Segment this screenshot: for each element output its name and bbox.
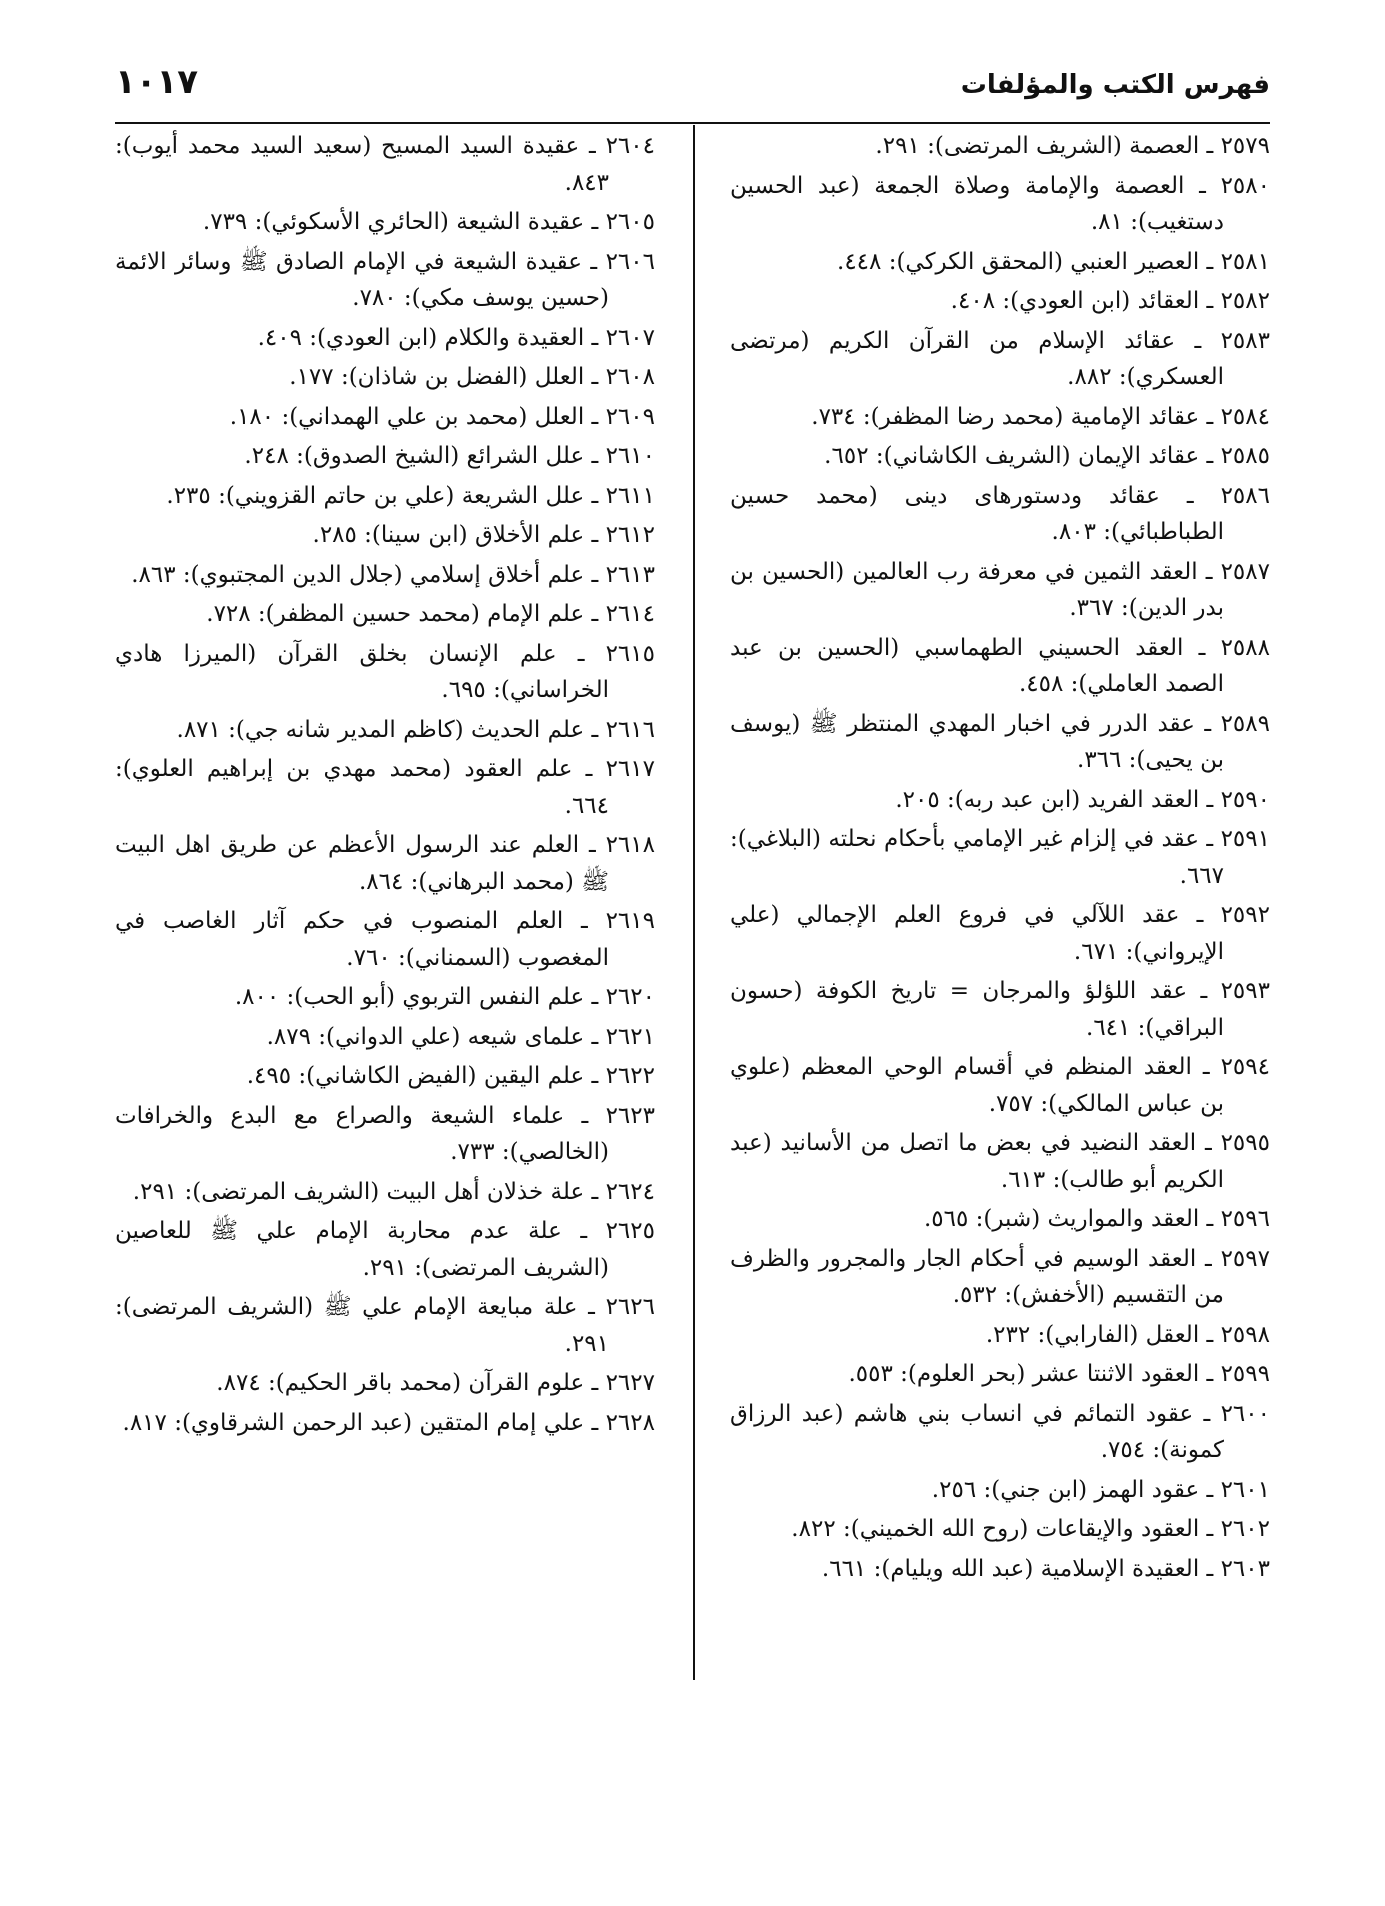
index-entry: ٢٦٢٥ ـ علة عدم محاربة الإمام علي ﷺ للعاصين (الشريف المرتضى): ٢٩١. [115,1218,655,1281]
index-entry: ٢٥٨٤ ـ عقائد الإمامية (محمد رضا المظفر): ٧٣٤. [811,403,1270,430]
index-entry: ٢٦٢٢ ـ علم اليقين (الفيض الكاشاني): ٤٩٥. [246,1063,655,1089]
page-header [115,62,1270,124]
index-entry: ٢٦١١ ـ علل الشريعة (علي بن حاتم القزويني): ٢٣٥. [166,482,655,509]
index-entry: ٢٥٩٧ ـ العقد الوسيم في أحكام الجار والمجرور والظرف من التقسيم (الأخفش): ٥٣٢. [730,1245,1270,1308]
index-entry: ٢٦٢١ ـ علماى شيعه (علي الدواني): ٨٧٩. [266,1023,655,1050]
index-entry: ٢٥٨١ ـ العصير العنبي (المحقق الكركي): ٤٤٨. [837,248,1270,275]
index-entry: ٢٥٩٠ ـ العقد الفريد (ابن عبد ربه): ٢٠٥. [895,786,1270,813]
index-entry: ٢٦٢٤ ـ علة خذلان أهل البيت (الشريف المرتضى): ٢٩١. [132,1178,655,1205]
index-entry: ٢٦١٥ ـ علم الإنسان بخلق القرآن (الميرزا هادي الخراساني): ٦٩٥. [115,640,655,703]
index-entry: ٢٦١٠ ـ علل الشرائع (الشيخ الصدوق): ٢٤٨. [244,443,655,469]
index-entry: ٢٦٠٤ ـ عقيدة السيد المسيح (سعيد السيد محمد أيوب): ٨٤٣. [115,133,655,196]
index-entry: ٢٦٠٨ ـ العلل (الفضل بن شاذان): ١٧٧. [289,364,655,390]
index-entry: ٢٦١٨ ـ العلم عند الرسول الأعظم عن طريق اهل البيت ﷺ (محمد البرهاني): ٨٦٤. [115,832,655,895]
left-column [115,128,655,1444]
index-entry: ٢٦٢٨ ـ علي إمام المتقين (عبد الرحمن الشرقاوي): ٨١٧. [122,1409,655,1436]
index-entry: ٢٦١٧ ـ علم العقود (محمد مهدي بن إبراهيم العلوي): ٦٦٤. [115,756,655,819]
index-entry: ٢٦١٢ ـ علم الأخلاق (ابن سينا): ٢٨٥. [312,522,655,548]
index-entry: ٢٥٨٨ ـ العقد الحسيني الطهماسبي (الحسين بن عبد الصمد العاملي): ٤٥٨. [730,634,1270,697]
index-entry: ٢٦٠٥ ـ عقيدة الشيعة (الحائري الأسكوئي): ٧٣٩. [202,209,655,235]
index-entry: ٢٦٠٦ ـ عقيدة الشيعة في الإمام الصادق ﷺ وسائر الائمة (حسين يوسف مكي): ٧٨٠. [115,248,655,311]
index-entry: ٢٥٨٧ ـ العقد الثمين في معرفة رب العالمين (الحسين بن بدر الدين): ٣٦٧. [730,558,1270,621]
index-entry: ٢٦٢٦ ـ علة مبايعة الإمام علي ﷺ (الشريف المرتضى): ٢٩١. [115,1294,655,1357]
index-entry: ٢٦١٦ ـ علم الحديث (كاظم المدير شانه جي): ٨٧١. [176,716,655,743]
index-entry: ٢٦٠٢ ـ العقود والإيقاعات (روح الله الخميني): ٨٢٢. [791,1516,1270,1542]
index-entry: ٢٥٩١ ـ عقد في إلزام غير الإمامي بأحكام نحلته (البلاغي): ٦٦٧. [730,826,1270,889]
index-entry: ٢٦٠٩ ـ العلل (محمد بن علي الهمداني): ١٨٠. [229,403,655,430]
index-entry: ٢٦٢٣ ـ علماء الشيعة والصراع مع البدع والخرافات (الخالصي): ٧٣٣. [115,1102,655,1165]
index-entry: ٢٦١٤ ـ علم الإمام (محمد حسين المظفر): ٧٢٨. [206,601,655,627]
index-entry: ٢٦٢٠ ـ علم النفس التربوي (أبو الحب): ٨٠٠. [234,984,655,1010]
index-entry: ٢٦٠٠ ـ عقود التمائم في انساب بني هاشم (عبد الرزاق كمونة): ٧٥٤. [730,1400,1270,1463]
index-entry: ٢٦٠٧ ـ العقيدة والكلام (ابن العودي): ٤٠٩. [257,324,655,351]
page-number: ١٠١٧ [115,62,199,102]
index-entry: ٢٥٨٦ ـ عقائد ودستورهاى دينى (محمد حسين الطباطبائي): ٨٠٣. [730,482,1270,545]
index-entry: ٢٥٩٣ ـ عقد اللؤلؤ والمرجان = تاريخ الكوفة (حسون البراقي): ٦٤١. [730,978,1270,1041]
index-entry: ٢٦٢٧ ـ علوم القرآن (محمد باقر الحكيم): ٨٧٤. [216,1370,655,1396]
index-entry: ٢٥٨٢ ـ العقائد (ابن العودي): ٤٠٨. [950,288,1270,314]
index-entry: ٢٦١٣ ـ علم أخلاق إسلامي (جلال الدين المجتبوي): ٨٦٣. [131,561,655,588]
index-entry: ٢٥٩٩ ـ العقود الاثنتا عشر (بحر العلوم): ٥٥٣. [848,1361,1270,1387]
page-title: فهرس الكتب والمؤلفات [960,70,1270,100]
index-entry: ٢٥٨٩ ـ عقد الدرر في اخبار المهدي المنتظر ﷺ (يوسف بن يحيى): ٣٦٦. [730,710,1270,773]
index-entry: ٢٥٩٢ ـ عقد اللآلي في فروع العلم الإجمالي (علي الإيرواني): ٦٧١. [730,902,1270,965]
index-entry: ٢٦٠٣ ـ العقيدة الإسلامية (عبد الله ويليام): ٦٦١. [821,1555,1270,1582]
right-column [730,128,1270,1590]
index-entry: ٢٥٩٤ ـ العقد المنظم في أقسام الوحي المعظم (علوي بن عباس المالكي): ٧٥٧. [730,1054,1270,1117]
index-entry: ٢٥٨٠ ـ العصمة والإمامة وصلاة الجمعة (عبد الحسين دستغيب): ٨١. [730,172,1270,235]
index-entry: ٢٦٠١ ـ عقود الهمز (ابن جني): ٢٥٦. [931,1476,1270,1503]
index-entry: ٢٥٨٥ ـ عقائد الإيمان (الشريف الكاشاني): ٦٥٢. [824,443,1270,469]
index-entry: ٢٦١٩ ـ العلم المنصوب في حكم آثار الغاصب في المغصوب (السمناني): ٧٦٠. [115,908,655,971]
index-entry: ٢٥٩٥ ـ العقد النضيد في بعض ما اتصل من الأسانيد (عبد الكريم أبو طالب): ٦١٣. [730,1130,1270,1193]
index-entry: ٢٥٨٣ ـ عقائد الإسلام من القرآن الكريم (مرتضى العسكري): ٨٨٢. [730,327,1270,390]
index-entry: ٢٥٧٩ ـ العصمة (الشريف المرتضى): ٢٩١. [875,133,1270,159]
column-divider [693,125,695,1680]
index-entry: ٢٥٩٦ ـ العقد والمواريث (شبر): ٥٦٥. [923,1206,1270,1232]
index-entry: ٢٥٩٨ ـ العقل (الفارابي): ٢٣٢. [985,1321,1270,1348]
